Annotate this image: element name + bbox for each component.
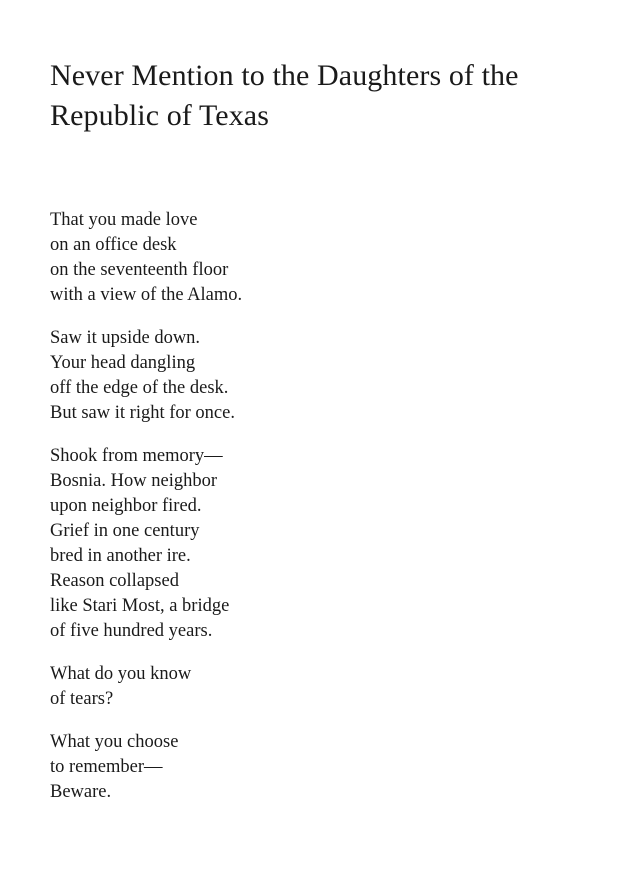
- poem-line: on an office desk: [50, 235, 177, 255]
- poem-line: on the seventeenth floor: [50, 260, 229, 280]
- poem-body: [50, 208, 610, 805]
- poem-line: Beware.: [50, 782, 112, 802]
- poem-line: with a view of the Alamo.: [50, 285, 243, 305]
- poem-line: Grief in one century: [50, 521, 200, 541]
- title-line: Republic of Texas: [50, 99, 269, 132]
- poem-line: bred in another ire.: [50, 546, 191, 566]
- poem-line: That you made love: [50, 210, 198, 230]
- poem-line: Saw it upside down.: [50, 328, 201, 348]
- poem-line: Shook from memory—: [50, 446, 223, 466]
- poem-line: of five hundred years.: [50, 621, 213, 641]
- poem-line: of tears?: [50, 689, 114, 709]
- stanza-1: [50, 208, 610, 308]
- stanza-3: [50, 444, 610, 644]
- stanza-2: [50, 326, 610, 426]
- poem-line: upon neighbor fired.: [50, 496, 202, 516]
- poem-line: off the edge of the desk.: [50, 378, 229, 398]
- poem-page: [50, 56, 610, 823]
- poem-line: Your head dangling: [50, 353, 196, 373]
- stanza-4: [50, 662, 610, 712]
- poem-line: What do you know: [50, 664, 192, 684]
- title-line: Never Mention to the Daughters of the: [50, 59, 519, 92]
- poem-line: Bosnia. How neighbor: [50, 471, 217, 491]
- poem-line: like Stari Most, a bridge: [50, 596, 230, 616]
- stanza-5: [50, 730, 610, 805]
- poem-line: What you choose: [50, 732, 179, 752]
- poem-title: [50, 56, 610, 136]
- poem-line: to remember—: [50, 757, 163, 777]
- poem-line: Reason collapsed: [50, 571, 179, 591]
- poem-line: But saw it right for once.: [50, 403, 235, 423]
